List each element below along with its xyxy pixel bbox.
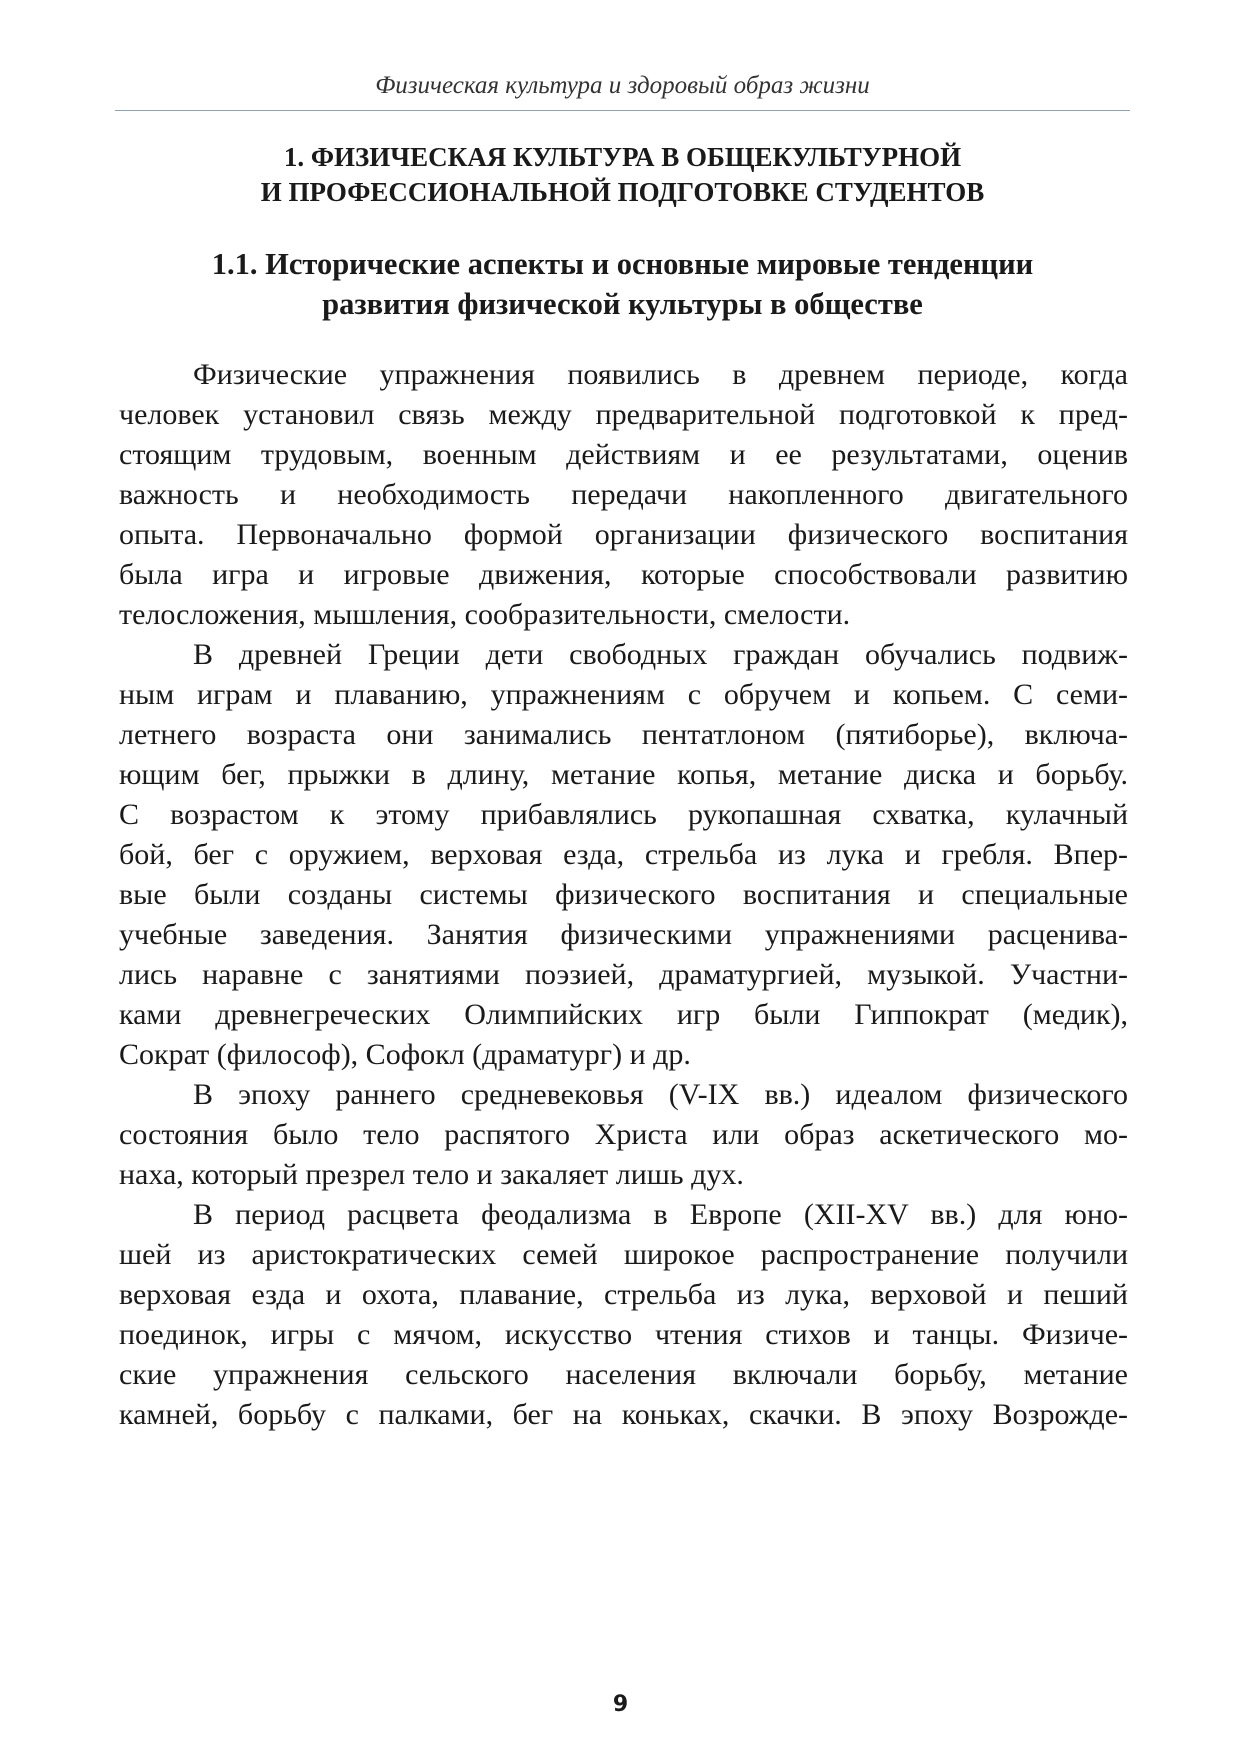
paragraph — [119, 355, 1128, 635]
chapter-title — [115, 140, 1130, 210]
section-title-line: развития физической культуры в обществе — [322, 287, 923, 321]
text-line: стоящим трудовым, военным действиям и ее результатами, оценив — [119, 438, 1128, 471]
text-line: человек установил связь между предварительной подготовкой к пред- — [119, 398, 1128, 431]
header-divider — [115, 110, 1130, 111]
page-number: 9 — [612, 1692, 629, 1717]
text-line: важность и необходимость передачи накопленного двигательного — [119, 478, 1128, 511]
text-line: верховая езда и охота, плавание, стрельба из лука, верховой и пеший — [119, 1278, 1128, 1311]
text-line: ющим бег, прыжки в длину, метание копья, метание диска и борьбу. — [119, 758, 1128, 791]
text-line: опыта. Первоначально формой организации физического воспитания — [119, 518, 1128, 551]
body-text — [119, 355, 1128, 1435]
text-line: камней, борьбу с палками, бег на коньках, скачки. В эпоху Возрожде- — [119, 1398, 1128, 1431]
text-line: наха, который презрел тело и закаляет лишь дух. — [119, 1158, 744, 1191]
text-line: В эпоху раннего средневековья (V-IX вв.) идеалом физического — [193, 1078, 1128, 1111]
text-line: бой, бег с оружием, верховая езда, стрельба из лука и гребля. Впер- — [119, 838, 1128, 871]
text-line: В период расцвета феодализма в Европе (XII-XV вв.) для юно- — [193, 1198, 1128, 1231]
text-line: ным играм и плаванию, упражнениям с обручем и копьем. С семи- — [119, 678, 1128, 711]
text-line: лись наравне с занятиями поэзией, драматургией, музыкой. Участни- — [119, 958, 1128, 991]
chapter-title-line: И ПРОФЕССИОНАЛЬНОЙ ПОДГОТОВКЕ СТУДЕНТОВ — [260, 177, 985, 207]
section-title-line: 1.1. Исторические аспекты и основные мировые тенденции — [211, 247, 1034, 281]
paragraph — [119, 1195, 1128, 1435]
text-line: учебные заведения. Занятия физическими упражнениями расценива- — [119, 918, 1128, 951]
text-line: вые были созданы системы физического воспитания и специальные — [119, 878, 1128, 911]
paragraph — [119, 1075, 1128, 1195]
text-line: телосложения, мышления, сообразительности, смелости. — [119, 598, 851, 631]
text-line: летнего возраста они занимались пентатлоном (пятиборье), включа- — [119, 718, 1128, 751]
text-line: состояния было тело распятого Христа или образ аскетического мо- — [119, 1118, 1128, 1151]
text-line: Физические упражнения появились в древнем периоде, когда — [193, 358, 1128, 391]
text-line: ские упражнения сельского населения включали борьбу, метание — [119, 1358, 1128, 1391]
text-line: С возрастом к этому прибавлялись рукопашная схватка, кулачный — [119, 798, 1128, 831]
text-line: В древней Греции дети свободных граждан обучались подвиж- — [193, 638, 1128, 671]
text-line: шей из аристократических семей широкое распространение получили — [119, 1238, 1128, 1271]
running-head: Физическая культура и здоровый образ жизни — [375, 72, 870, 99]
text-line: ками древнегреческих Олимпийских игр были Гиппократ (медик), — [119, 998, 1128, 1031]
section-title — [115, 244, 1130, 324]
text-line: поединок, игры с мячом, искусство чтения стихов и танцы. Физиче- — [119, 1318, 1128, 1351]
text-line: была игра и игровые движения, которые способствовали развитию — [119, 558, 1128, 591]
chapter-title-line: 1. ФИЗИЧЕСКАЯ КУЛЬТУРА В ОБЩЕКУЛЬТУРНОЙ — [283, 142, 962, 172]
paragraph — [119, 635, 1128, 1075]
text-line: Сократ (философ), Софокл (драматург) и др. — [119, 1038, 691, 1071]
